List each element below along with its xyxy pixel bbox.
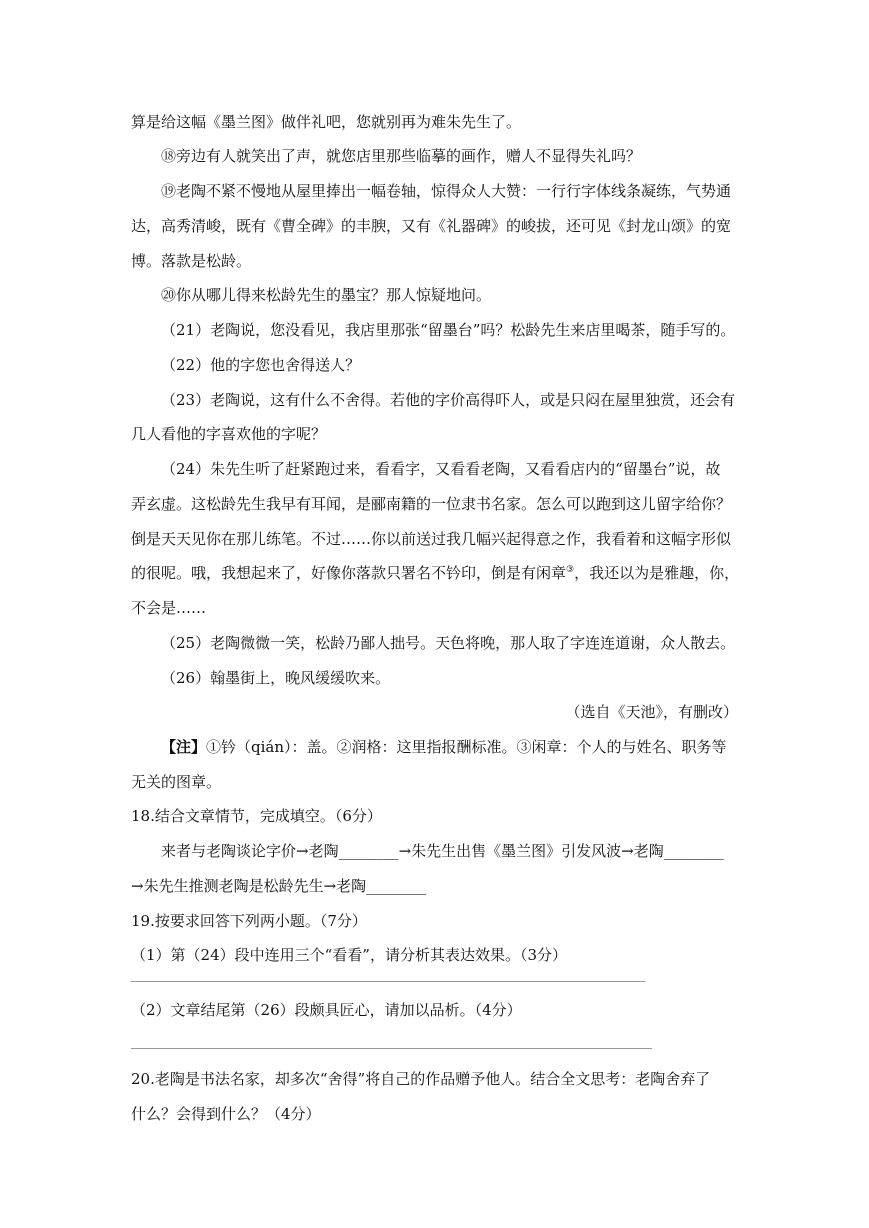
- question-18-blank-line-1: 来者与老陶谈论字价→老陶________→朱先生出售《墨兰图》引发风波→老陶________: [161, 842, 724, 860]
- paragraph-22: （22）他的字您也舍得送人？: [161, 356, 361, 374]
- paragraph-19-line-3: 博。落款是松龄。: [131, 252, 252, 270]
- note-text: ①钤（qián）：盖。②润格：这里指报酬标准。③闲章：个人的与姓名、职务等: [206, 738, 727, 756]
- paragraph-24-line-1: （24）朱先生听了赶紧跑过来，看看字，又看看老陶，又看看店内的“留墨台”说，故: [161, 460, 721, 478]
- paragraph-24-line-4-text-a: 的很呢。哦，我想起来了，好像你落款只署名不钤印，倒是有闲章: [131, 564, 567, 582]
- paragraph-24-line-5: 不会是……: [131, 599, 207, 617]
- paragraph-23-line-2: 几人看他的字喜欢他的字呢？: [131, 425, 327, 443]
- paragraph-23-line-1: （23）老陶说，这有什么不舍得。若他的字价高得吓人，或是只闷在屋里独赏，还会有: [161, 391, 736, 409]
- question-19-part-2: （2）文章结尾第（26）段颇具匠心，请加以品析。（4分）: [131, 1001, 522, 1019]
- paragraph-17-tail: 算是给这幅《墨兰图》做伴礼吧，您就别再为难朱先生了。: [131, 113, 522, 131]
- paragraph-20: ⑳你从哪儿得来松龄先生的墨宝？那人惊疑地问。: [161, 286, 492, 304]
- question-19-part-1: （1）第（24）段中连用三个“看看”，请分析其表达效果。（3分）: [131, 946, 568, 964]
- paragraph-25: （25）老陶微微一笑，松龄乃鄙人拙号。天色将晚，那人取了字连连道谢，众人散去。: [161, 634, 736, 652]
- paragraph-24-line-3: 倒是天天见你在那儿练笔。不过……你以前送过我几幅兴起得意之作，我看着和这幅字形似: [131, 530, 732, 548]
- paragraph-18: ⑱旁边有人就笑出了声，就您店里那些临摹的画作，赠人不显得失礼吗？: [161, 147, 642, 165]
- question-20-line-1: 20.老陶是书法名家，却多次“舍得”将自己的作品赠予他人。结合全文思考：老陶舍弃了: [131, 1070, 711, 1088]
- question-18-blank-line-2: →朱先生推测老陶是松龄先生→老陶________: [131, 877, 427, 895]
- note-line-1: [161, 737, 727, 757]
- question-18-title: 18.结合文章情节，完成填空。（6分）: [131, 807, 382, 825]
- paragraph-26: （26）翰墨街上，晚风缓缓吹来。: [161, 669, 391, 687]
- question-19-title: 19.按要求回答下列两小题。（7分）: [131, 912, 367, 930]
- paragraph-24-line-4: [131, 563, 739, 583]
- source-citation: （选自《天池》，有删改）: [565, 703, 738, 721]
- paragraph-19-line-1: ⑲老陶不紧不慢地从屋里捧出一幅卷轴，惊得众人大赞：一行行字体线条凝练，气势通: [161, 182, 732, 200]
- footnote-marker: ③: [566, 565, 575, 575]
- paragraph-24-line-4-text-b: ，我还以为是雅趣，你，: [574, 564, 740, 582]
- paragraph-19-line-2: 达，高秀清峻，既有《曹全碑》的丰腴，又有《礼器碑》的峻拔，还可见《封龙山颂》的宽: [131, 217, 732, 235]
- question-20-line-2: 什么？会得到什么？（4分）: [131, 1105, 321, 1123]
- answer-line-19-1[interactable]: [131, 981, 645, 982]
- note-label: 【注】: [161, 738, 207, 756]
- paragraph-21: （21）老陶说，您没看见，我店里那张“留墨台”吗？松龄先生来店里喝茶，随手写的。: [161, 321, 736, 339]
- answer-line-19-2[interactable]: [131, 1048, 652, 1049]
- paragraph-24-line-2: 弄玄虚。这松龄先生我早有耳闻，是郦南籍的一位隶书名家。怎么可以跑到这儿留字给你？: [131, 495, 732, 513]
- note-line-2: 无关的图章。: [131, 773, 222, 791]
